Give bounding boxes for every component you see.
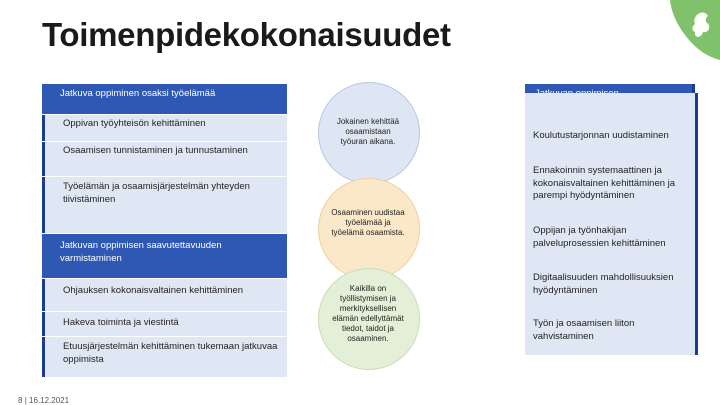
left-item: Työelämän ja osaamisjärjestelmän yhteyden tiivistäminen: [42, 177, 287, 233]
logo-corner: [660, 0, 720, 60]
right-item: Digitaalisuuden mahdollisuuksien hyödyntäminen: [533, 272, 674, 296]
circle-text: Kaikilla on työllistymisen ja merkityksellisen elämän edellyttämät tiedot, taidot ja osaaminen.: [332, 284, 404, 343]
page-title: Toimenpidekokonaisuudet: [42, 16, 451, 53]
left-item: Ohjauksen kokonaisvaltainen kehittäminen: [42, 279, 287, 311]
page-number: 8: [18, 396, 23, 405]
circle-text: Jokainen kehittää osaamistaan työuran aikana.: [336, 117, 400, 146]
footer: [18, 396, 69, 405]
left-item: Osaamisen tunnistaminen ja tunnustaminen: [42, 142, 287, 176]
left-header-continuous-learning: Jatkuva oppiminen osaksi työelämää: [42, 84, 287, 114]
circle-text: Osaaminen uudistaa työelämää ja työelämä osaamista.: [331, 208, 405, 237]
left-item: Hakeva toiminta ja viestintä: [42, 312, 287, 336]
right-item: Oppijan ja työnhakijan palveluprosessien kehittäminen: [533, 225, 666, 249]
left-item: Oppivan työyhteisön kehittäminen: [42, 115, 287, 141]
left-item: Etuusjärjestelmän kehittäminen tukemaan jatkuvaa oppimista: [42, 337, 287, 377]
right-item: Työn ja osaamisen liiton vahvistaminen: [533, 318, 635, 342]
right-item: Koulutustarjonnan uudistaminen: [533, 130, 669, 141]
footer-date: 16.12.2021: [29, 396, 70, 405]
right-item: Ennakoinnin systemaattinen ja kokonaisvaltainen kehittäminen ja parempi hyödyntäminen: [533, 165, 676, 201]
left-header-accessibility: Jatkuvan oppimisen saavutettavuuden varmistaminen: [42, 234, 287, 278]
footer-separator: |: [24, 396, 29, 405]
